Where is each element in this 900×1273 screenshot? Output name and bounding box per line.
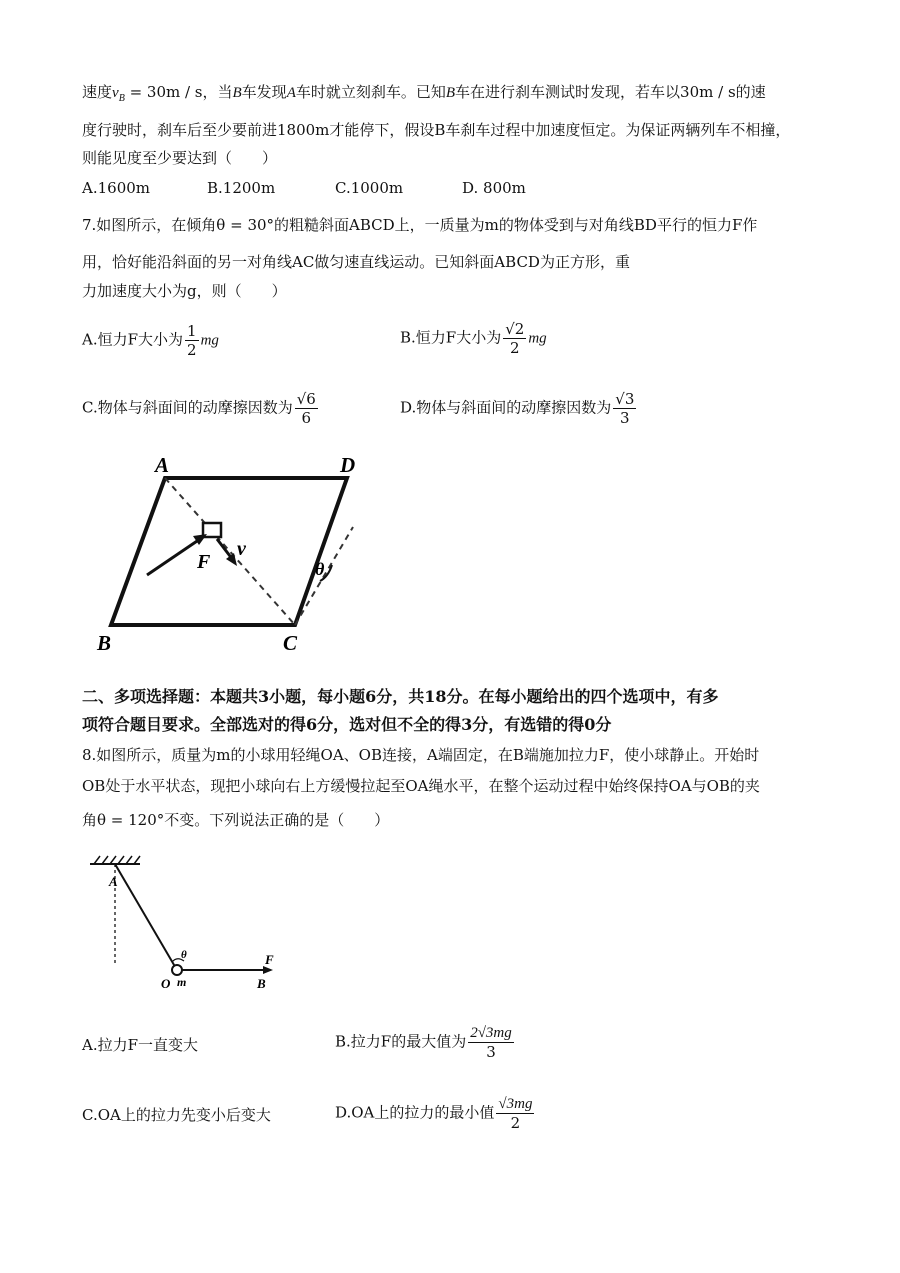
section2-heading-line2: 项符合题目要求。全部选对的得6分，选对但不全的得3分，有选错的得0分 [82,715,612,734]
ball [172,965,182,975]
section2-heading-line1: 二、多项选择题：本题共3小题，每小题6分，共18分。在每小题给出的四个选项中，有多 [82,687,719,706]
label-o: O [161,976,171,991]
q6-line3: 则能见度至少要达到（ ） [82,149,278,167]
label-a: A [155,453,170,477]
q7-option-d: D.物体与斜面间的动摩擦因数为 $\frac{√3}{3}$ [400,390,635,427]
label-m: m [177,975,187,989]
q8-rope-figure [85,850,295,1000]
q7-option-a: A.恒力F大小为 $\frac{1}{2}$ mg [82,322,219,359]
q8-line3: 角θ = 120°不变。下列说法正确的是（ ） [82,811,390,829]
q7-option-a-fraction: $\frac{1}{2}$ [187,322,197,359]
label-b: B [97,631,112,655]
q8-line2: OB处于水平状态，现把小球向右上方缓慢拉起至OA绳水平，在整个运动过程中始终保持OA与OB的夹 [82,777,760,795]
label-f: F [265,952,274,967]
q6-option-c: C.1000m [335,179,404,197]
label-d: D [340,453,356,477]
q8-option-a: A.拉力F一直变大 [82,1036,199,1054]
q7-line2: 用，恰好能沿斜面的另一对角线AC做匀速直线运动。已知斜面ABCD为正方形，重 [82,253,630,271]
diagonal-ac [165,478,295,625]
q7-option-c: C.物体与斜面间的动摩擦因数为 $\frac{√6}{6}$ [82,390,316,427]
label-theta: θ [315,559,325,579]
force-f-arrowhead [263,966,273,974]
label-theta: θ [181,949,187,961]
force-f-arrow [147,537,203,575]
q8-line1: 8.如图所示，质量为m的小球用轻绳OA、OB连接，A端固定，在B端施加拉力F，使小球静止。开始时 [82,746,760,764]
q6-option-b: B.1200m [207,179,276,197]
label-b: B [257,976,266,991]
q6-option-a: A.1600m [82,179,150,197]
q6-line1: 速度$v_B = 30m / s$，当B车发现A车时就立刻刹车。已知B车在进行刹车测试时发现，若车以30m / s的速 [82,83,766,104]
q8-option-d: D.OA上的拉力的最小值 $\frac{√3mg}{2}$ [335,1096,533,1132]
q8-option-d-fraction: $\frac{√3mg}{2}$ [498,1096,533,1132]
q7-option-b: B.恒力F大小为 $\frac{√2}{2}$ mg [400,320,547,357]
q6-option-d: D. 800m [462,179,526,197]
ceiling-hatch [94,856,140,864]
q7-slope-figure [85,445,375,660]
q7-option-b-fraction: $\frac{√2}{2}$ [505,320,525,357]
q7-line3: 力加速度大小为g，则（ ） [82,282,287,300]
rope-oa [115,864,177,970]
label-c: C [283,631,298,655]
q6-line2: 度行驶时，刹车后至少要前进1800m才能停下，假设B车刹车过程中加速度恒定。为保证两辆列车不相撞， [82,121,791,139]
q7-option-c-fraction: $\frac{√6}{6}$ [296,390,316,427]
label-a: A [109,874,118,889]
q8-option-b: B.拉力F的最大值为 $\frac{2√3mg}{3}$ [335,1025,512,1061]
label-f: F [197,551,211,573]
q7-line1: 7.如图所示，在倾角θ = 30°的粗糙斜面ABCD上，一质量为m的物体受到与对角线BD平行的恒力F作 [82,216,758,234]
q8-option-c: C.OA上的拉力先变小后变大 [82,1106,271,1124]
slope-parallelogram [111,478,347,625]
label-v: v [237,538,246,560]
q8-option-b-fraction: $\frac{2√3mg}{3}$ [470,1025,512,1061]
q7-option-d-fraction: $\frac{√3}{3}$ [615,390,635,427]
